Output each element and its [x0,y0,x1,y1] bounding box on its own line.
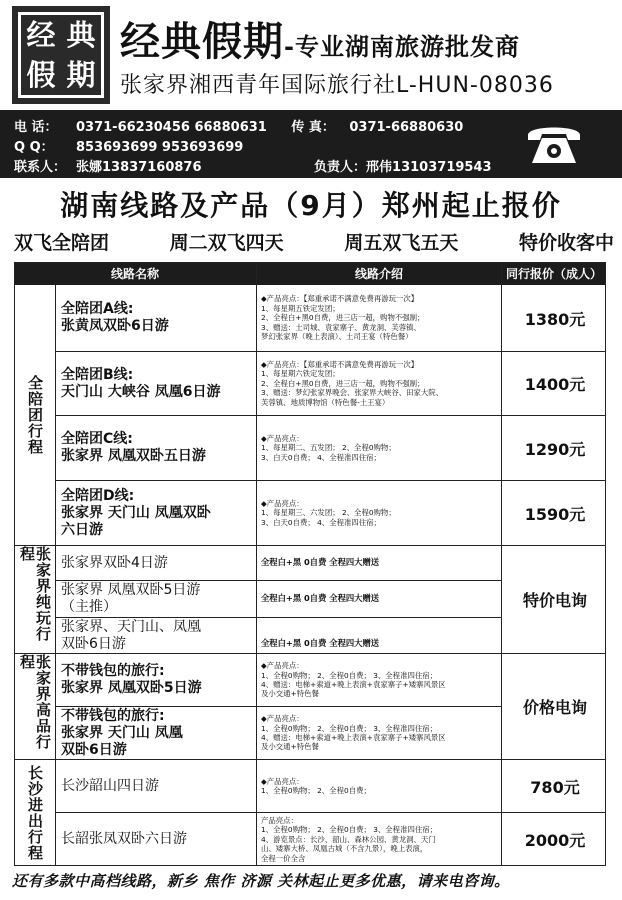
logo-char: 典 [66,17,96,52]
table-row-desc: ◆产品亮点：【郑重承诺不满意免费再游玩一次】 1、每星期六铁定发团； 2、全程白+黑0自费，进三店一超，购物不强制； 3、赠送：梦幻张家界晚会、张家界大峡谷、田家大院、 芙蓉镇、地质博物馆（特色餐-土王宴） [261,359,444,407]
table-row-price: 1400元 [524,375,586,394]
contact-row-person [14,156,492,175]
logo-char: 假 [26,57,56,92]
price-table [14,262,606,866]
grid-line [501,263,502,865]
table-row-price: 1290元 [524,439,586,459]
header [0,0,622,110]
table-row-desc: 全程白+黑 0自费 全程四大赠送 [261,593,380,604]
brand-name: 经典假期 [120,19,284,65]
table-row-price: 2000元 [524,831,586,850]
table-row-route: 不带钱包的旅行: 张家界 凤凰双卧5日游 [61,663,202,696]
sub-headline-item: 特价收客中 [518,232,614,254]
phone-label: 电 话： [14,120,58,135]
qq-number: 853693699 953693699 [76,140,244,155]
table-row-desc: ◆产品亮点： 1、全程0购物； 2、全程0自费； 3、全程准四住宿； 4、赠送：电梯+索道+晚上表演+袁家寨子+矮寨风景区 及小交通+特色餐 [261,661,446,699]
qq-label: Q Q： [14,140,54,155]
footer-note: 还有多款中高档线路，新乡 焦作 济源 关林起止更多优惠，请来电咨询。 [12,872,510,890]
grid-line [55,285,56,865]
fax-number: 0371-66880630 [349,120,464,135]
fax-label: 传 真： [291,120,335,135]
contact-person: 张娜13837160876 [76,160,202,175]
table-row-desc: 产品亮点： 1、全程0购物； 2、全程0自费； 3、全程准四住宿； 4、游览景点：长沙、韶山、森林公园、黄龙洞、天门 山、矮寨大桥、凤凰古城（不含九景），晚上表演， 全程一价全含 [261,815,438,863]
table-row-route: 长韶张凤双卧六日游 [61,831,187,847]
agency-name: 张家界湘西青年国际旅行社L-HUN-08036 [120,73,554,98]
table-row-route: 全陪团C线: 张家界 凤凰双卧五日游 [61,431,206,464]
table-row-price: 1380元 [524,309,586,329]
logo-char: 经 [26,17,56,52]
table-row-desc: 全程白+黑 0自费 全程四大赠送 [261,637,380,648]
merged-price-pure-play: 特价电询 [522,591,587,610]
table-row-route: 全陪团B线: 天门山 大峡谷 凤凰6日游 [61,366,221,400]
table-row-price: 1590元 [524,504,586,524]
table-row-desc: ◆产品亮点：【郑重承诺不满意免费再游玩一次】 1、每星期五铁定发团； 2、全程白+黑0自费，进三店一超，购物不强制； 3、赠送：土司城、袁家寨子、黄龙洞、芙蓉镇、 梦幻张家界（晚上表演）、土司王宴（特色餐） [261,294,425,342]
sub-headline-item: 周五双飞五天 [344,232,459,254]
merged-price-premium: 价格电询 [522,698,587,717]
category-premium: 张家界高品行程 [18,654,52,750]
telephone-icon [524,121,584,169]
brand-slogan: -专业湖南旅游批发商 [284,33,520,61]
contact-row-phone [14,116,463,135]
page-headline: 湖南线路及产品（9月）郑州起止报价 [60,189,562,222]
contact-band [0,110,622,178]
table-row-route: 长沙韶山四日游 [61,777,159,794]
table-row-desc: 全程白+黑 0自费 全程四大赠送 [261,557,380,568]
contact-label: 联系人： [14,160,67,175]
table-row-desc: ◆产品亮点： 1、全程0购物； 2、全程0自费； 3、全程准四住宿； 4、赠送：电梯+索道+晚上表演+袁家寨子+矮寨风景区 及小交通+特色餐 [261,714,446,752]
category-pure-play: 张家界纯玩行程 [18,546,52,642]
table-row-route: 全陪团A线: 张黄凤双卧6日游 [61,301,169,334]
table-row-price: 780元 [530,777,580,797]
sub-headline-item: 周二双飞四天 [169,232,284,254]
phone-number: 0371-66230456 66880631 [76,120,267,135]
sub-headline-item: 双飞全陪团 [14,232,110,254]
table-row-route: 全陪团D线: 张家界 天门山 凤凰双卧 六日游 [61,487,211,538]
table-header [15,263,605,285]
header-route-desc: 线路介绍 [354,267,403,281]
table-row-route: 张家界双卧4日游 [61,554,168,571]
logo [12,6,110,104]
table-row-desc: ◆产品亮点： 1、全程0购物； 2、全程0自费； [261,776,371,795]
table-row-desc: ◆产品亮点： 1、每星期二、五发团； 2、全程0购物； 3、白天0自费； 4、全程准四住宿； [261,433,396,462]
logo-char: 期 [66,57,96,92]
brand-title [120,10,620,67]
manager-label: 负责人： [314,160,367,175]
manager-person: 邢伟13103719543 [366,160,492,175]
table-row-desc: ◆产品亮点： 1、每星期三、六发团； 2、全程0购物； 3、白天0自费； 4、全程准四住宿； [261,498,396,527]
category-changsha: 长沙进出行程 [26,765,44,861]
header-route-name: 线路名称 [110,267,159,281]
sub-headline [14,228,614,255]
table-row-route: 张家界、天门山、凤凰 双卧6日游 [61,618,201,652]
contact-row-qq [14,136,243,155]
grid-line [256,263,257,865]
category-full-escort: 全陪团行程 [26,375,44,455]
table-row-route: 张家界 凤凰双卧5日游 （主推） [61,582,201,615]
header-price: 同行报价（成人） [505,267,602,281]
table-row-route: 不带钱包的旅行: 张家界 天门山 凤凰 双卧6日游 [61,707,183,758]
